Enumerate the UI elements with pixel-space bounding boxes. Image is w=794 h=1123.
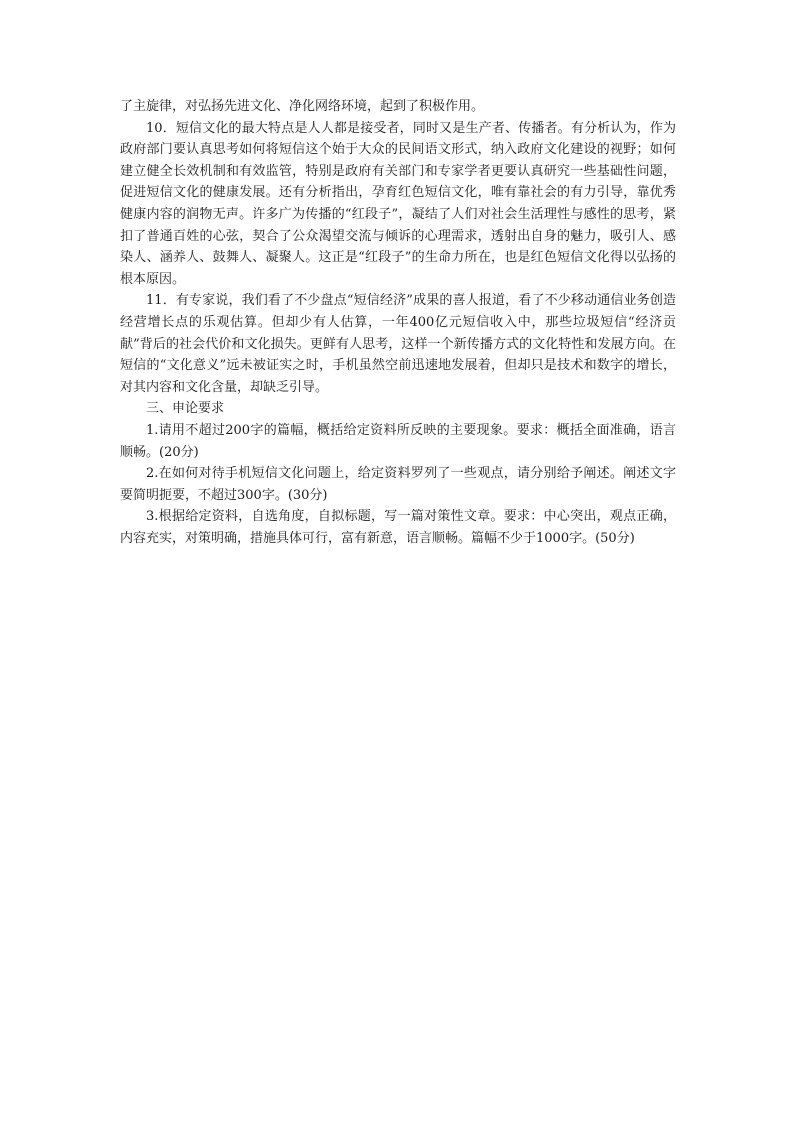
requirement-1: 1.请用不超过200字的篇幅，概括给定资料所反映的主要现象。要求：概括全面准确，语言顺畅。(20分) [120,422,676,460]
requirement-3: 3.根据给定资料，自选角度，自拟标题，写一篇对策性文章。要求：中心突出，观点正确，内容充实，对策明确，措施具体可行，富有新意，语言顺畅。篇幅不少于1000字。(50分) [120,509,676,546]
document-body [120,96,676,549]
paragraph-continuation: 了主旋律，对弘扬先进文化、净化网络环境，起到了积极作用。 [120,99,485,114]
section-heading: 三、申论要求 [146,401,225,417]
paragraph-item-10: 10．短信文化的最大特点是人人都是接受者，同时又是生产者、传播者。有分析认为，作为政府部门要认真思考如何将短信这个始于大众的民间语文形式，纳入政府文化建设的视野；如何建立健全长效机制和有效监管，特别是政府有关部门和专家学者更要认真研究一些基础性问题，促进短信文化的健康发展。还有分析指出，孕育红色短信文化，唯有靠社会的有力引导，靠优秀健康内容的润物无声。许多广为传播的“红段子”，凝结了人们对社会生活理性与感性的思考，紧扣了普通百姓的心弦，契合了公众渴望交流与倾诉的心理需求，透射出自身的魅力，吸引人、感染人、涵养人、鼓舞人、凝聚人。这正是“红段子”的生命力所在，也是红色短信文化得以弘扬的根本原因。 [120,120,676,287]
requirement-2: 2.在如何对待手机短信文化问题上，给定资料罗列了一些观点，请分别给予阐述。阐述文字要简明扼要，不超过300字。(30分) [120,466,676,503]
paragraph-item-11: 11．有专家说，我们看了不少盘点“短信经济”成果的喜人报道，看了不少移动通信业务创造经营增长点的乐观估算。但却少有人估算，一年400亿元短信收入中，那些垃圾短信“经济贡献”背后的社会代价和文化损失。更鲜有人思考，这样一个新传播方式的文化特性和发展方向。在短信的“文化意义”远未被证实之时，手机虽然空前迅速地发展着，但却只是技术和数字的增长，对其内容和文化含量，却缺乏引导。 [120,293,676,395]
